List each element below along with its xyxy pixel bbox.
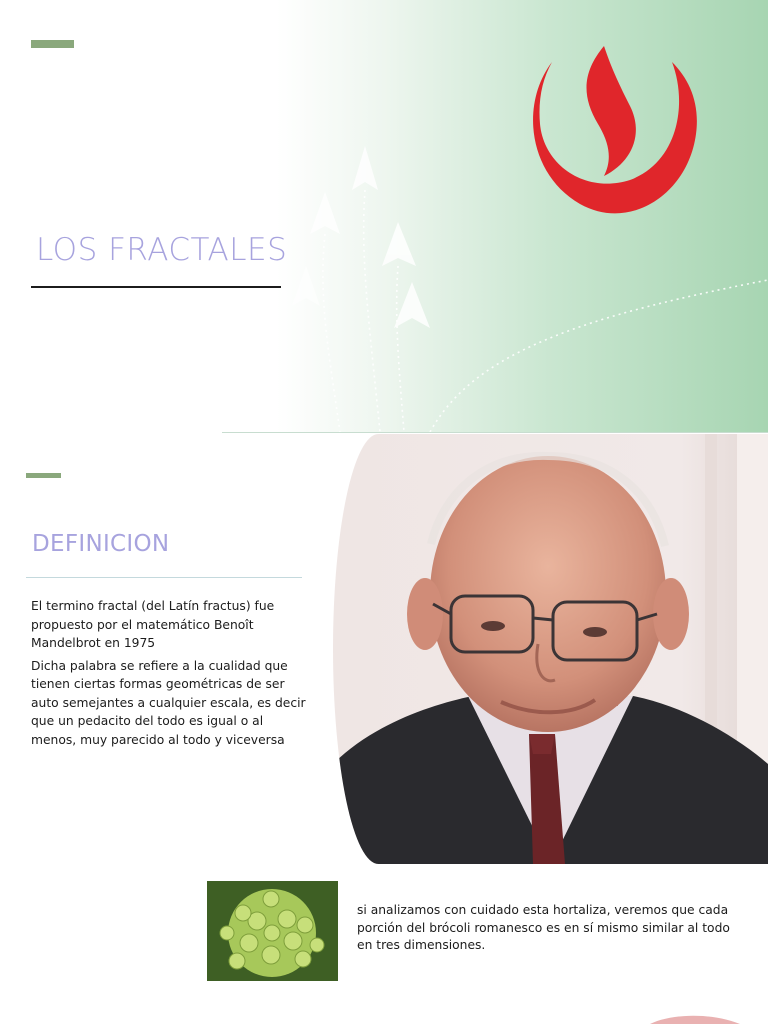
title-slide (0, 0, 768, 432)
title-underline (31, 286, 281, 288)
paper-plane-icon (310, 192, 340, 234)
accent-bar (31, 40, 74, 48)
section-heading: DEFINICION (32, 531, 170, 557)
mandelbrot-portrait-photo (333, 434, 768, 864)
page-title: LOS FRACTALES (36, 232, 288, 268)
paper-plane-icon (394, 282, 430, 328)
romanesco-broccoli-photo (207, 881, 338, 981)
paper-plane-icon (352, 146, 378, 190)
next-slide-edge (640, 1012, 750, 1024)
section-divider (26, 577, 302, 578)
accent-bar (26, 473, 61, 478)
university-logo-icon (520, 44, 700, 220)
paper-plane-icon (292, 266, 320, 306)
definition-paragraph: Dicha palabra se refiere a la cualidad que tienen ciertas formas geométricas de ser auto semejantes a cualquier escala, es decir que un pedacito del todo es igual o al menos, muy parecido al todo y viceversa (31, 658, 306, 747)
definition-paragraph: El termino fractal (del Latín fractus) fue propuesto por el matemático Benoît Mandelbrot en 1975 (31, 599, 275, 650)
divider (222, 432, 768, 433)
definition-text (31, 597, 311, 753)
paper-plane-icon (382, 222, 416, 266)
broccoli-caption: si analizamos con cuidado esta hortaliza, veremos que cada porción del brócoli romanesco es en sí mismo similar al todo en tres dimensiones. (357, 903, 730, 952)
